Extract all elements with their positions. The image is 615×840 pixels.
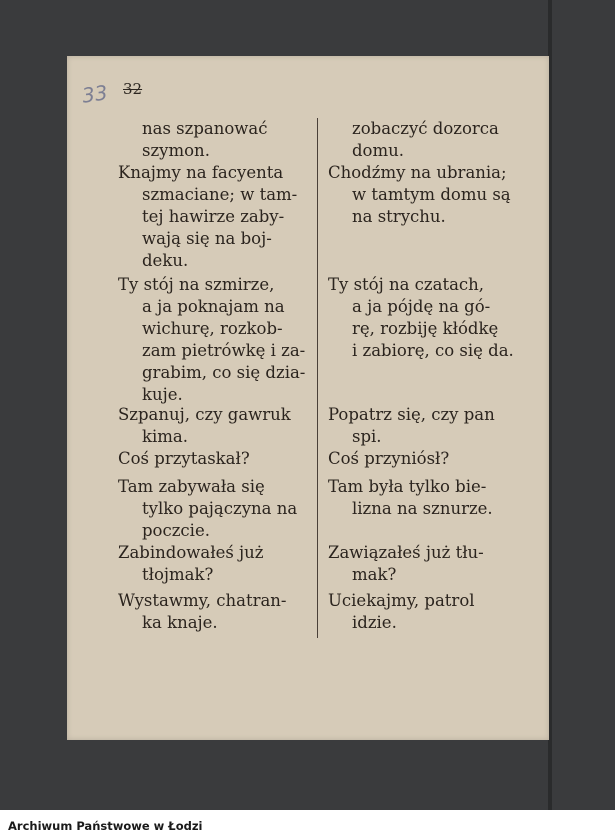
text-line: Coś przytaskał?	[118, 449, 250, 468]
text-entry	[328, 448, 449, 470]
text-line: kuje.	[142, 385, 183, 404]
archive-page-mark: 33	[80, 80, 109, 108]
text-entry	[118, 404, 291, 448]
text-line: Tam była tylko bie-	[328, 477, 487, 496]
text-line: zam pietrówkę i za-	[142, 341, 306, 360]
text-line: Zawiązałeś już tłu-	[328, 543, 484, 562]
text-line: grabim, co się dzia-	[142, 363, 306, 382]
text-line: poczcie.	[142, 521, 210, 540]
text-line: idzie.	[352, 613, 397, 632]
text-line: lizna na sznurze.	[352, 499, 493, 518]
text-line: Tam zabywała się	[118, 477, 265, 496]
text-line: w tamtym domu są	[352, 185, 511, 204]
text-line: Wystawmy, chatran-	[118, 591, 287, 610]
text-line: Coś przyniósł?	[328, 449, 450, 468]
text-line: Chodźmy na ubrania;	[328, 163, 507, 182]
text-line: Szpanuj, czy gawruk	[118, 405, 291, 424]
text-line: Zabindowałeś już	[118, 543, 264, 562]
text-line: a ja pójdę na gó-	[352, 297, 491, 316]
text-entry	[328, 162, 511, 228]
text-entry	[328, 274, 514, 362]
text-line: wichurę, rozkob-	[142, 319, 283, 338]
text-line: zobaczyć dozorca	[352, 119, 499, 138]
text-entry	[328, 404, 495, 448]
text-line: a ja poknajam na	[142, 297, 285, 316]
text-line: kima.	[142, 427, 189, 446]
text-line: nas szpanować	[142, 119, 268, 138]
page-number: 32	[123, 80, 143, 98]
text-line: wają się na boj-	[142, 229, 272, 248]
text-line: tłojmak?	[142, 565, 214, 584]
text-line: domu.	[352, 141, 405, 160]
text-entry	[328, 542, 484, 586]
text-entry	[118, 162, 297, 272]
text-line: deku.	[142, 251, 189, 270]
text-line: szmaciane; w tam-	[142, 185, 298, 204]
text-line: Uciekajmy, patrol	[328, 591, 475, 610]
text-line: na strychu.	[352, 207, 446, 226]
text-line: mak?	[352, 565, 397, 584]
text-entry	[328, 118, 499, 162]
column-divider	[317, 118, 318, 638]
text-line: rę, rozbiję kłódkę	[352, 319, 499, 338]
text-line: Popatrz się, czy pan	[328, 405, 495, 424]
text-line: szymon.	[142, 141, 210, 160]
text-line: tylko pajączyna na	[142, 499, 298, 518]
text-line: ka knaje.	[142, 613, 218, 632]
text-line: Ty stój na czatach,	[328, 275, 485, 294]
text-entry	[118, 448, 250, 470]
text-entry	[118, 476, 297, 542]
text-entry	[328, 590, 475, 634]
text-line: i zabiorę, co się da.	[352, 341, 514, 360]
archive-name: Archiwum Państwowe w Łodzi	[8, 819, 203, 833]
text-entry	[118, 118, 268, 162]
text-entry	[118, 542, 264, 586]
text-entry	[118, 274, 305, 406]
text-line: Knajmy na facyenta	[118, 163, 284, 182]
text-line: Ty stój na szmirze,	[118, 275, 275, 294]
text-entry	[328, 476, 493, 520]
footer	[0, 810, 615, 840]
text-line: tej hawirze zaby-	[142, 207, 285, 226]
text-line: spi.	[352, 427, 382, 446]
text-entry	[118, 590, 287, 634]
